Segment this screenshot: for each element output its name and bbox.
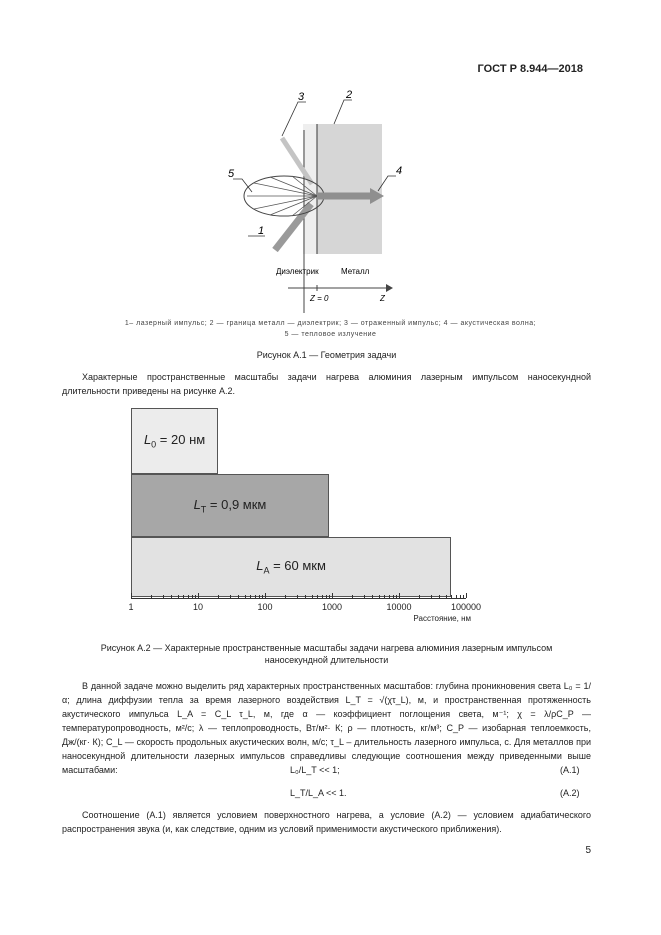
body-paragraph-1: В данной задаче можно выделить ряд характерных пространственных масштабов: глубина проникновения света L₀ = 1/α; длина диффузии тепла за время лазерного воздействия L_T = √(χτ_L), м, и пространственная протяженность акустического импульса L_A = C_L τ_L, м, где α — коэффициент поглощения света, м⁻¹; χ = λ/ρC_P — температуропроводность, м²/с; λ — теплопроводность, Вт/м²· К; ρ — плотность, кг/м³; C_P — изобарная теплоемкость, Дж/(кг· К); C_L — скорость продольных акустических волн, м/с; τ_L – длительность лазерного импульса, с. Для металлов при наносекундной длительности лазерных импульсов справедливы следующие соотношения между приведенными выше масштабами:	[62, 681, 591, 775]
chart-major-tick	[399, 593, 400, 598]
chart-minor-tick	[451, 595, 452, 598]
chart-minor-tick	[364, 595, 365, 598]
equation-1: L₀/L_T << 1;	[290, 765, 340, 775]
figure1-legend-line2: 5 — тепловое излучение	[284, 331, 377, 338]
callout-1: 1	[258, 225, 265, 237]
chart-minor-tick	[262, 595, 263, 598]
chart-minor-tick	[446, 595, 447, 598]
chart-minor-tick	[259, 595, 260, 598]
callout-3: 3	[298, 91, 305, 103]
chart-major-tick	[198, 593, 199, 598]
page-number: 5	[585, 845, 591, 856]
equation-2-number: (А.2)	[560, 788, 580, 798]
chart-minor-tick	[195, 595, 196, 598]
callout-5: 5	[228, 168, 235, 180]
chart-bar-t	[131, 474, 329, 537]
chart-minor-tick	[163, 595, 164, 598]
chart-minor-tick	[297, 595, 298, 598]
chart-bar-label: $L_A = 60$ мкм	[256, 558, 326, 576]
chart-minor-tick	[372, 595, 373, 598]
chart-major-tick	[332, 593, 333, 598]
figure2-caption-line1: Рисунок А.2 — Характерные пространственные масштабы задачи нагрева алюминия лазерным импульсом	[100, 643, 553, 653]
z0-label: Z = 0	[310, 294, 329, 303]
chart-minor-tick	[183, 595, 184, 598]
chart-minor-tick	[238, 595, 239, 598]
chart-minor-tick	[245, 595, 246, 598]
chart-x-label: Расстояние, нм	[413, 614, 471, 623]
chart-minor-tick	[326, 595, 327, 598]
chart-x-axis	[131, 598, 466, 599]
chart-minor-tick	[312, 595, 313, 598]
chart-minor-tick	[188, 595, 189, 598]
callout-4: 4	[396, 165, 403, 177]
chart-major-tick	[131, 593, 132, 598]
chart-minor-tick	[463, 595, 464, 598]
chart-minor-tick	[456, 595, 457, 598]
metal-region	[317, 124, 382, 254]
chart-minor-tick	[396, 595, 397, 598]
callout-2: 2	[346, 89, 353, 101]
geometry-figure	[200, 88, 460, 318]
chart-minor-tick	[379, 595, 380, 598]
chart-minor-tick	[218, 595, 219, 598]
chart-minor-tick	[431, 595, 432, 598]
chart-minor-tick	[171, 595, 172, 598]
chart-bar-a	[131, 537, 451, 597]
chart-tick-label: 10	[192, 602, 204, 612]
chart-minor-tick	[151, 595, 152, 598]
chart-minor-tick	[255, 595, 256, 598]
chart-minor-tick	[389, 595, 390, 598]
chart-major-tick	[466, 593, 467, 598]
chart-minor-tick	[250, 595, 251, 598]
equation-2: L_T/L_A << 1.	[290, 788, 347, 798]
chart-bar-label: $L_T = 0,9$ мкм	[193, 496, 267, 515]
chart-minor-tick	[285, 595, 286, 598]
dielectric-label: Диэлектрик	[276, 267, 319, 276]
chart-bar-label: $L_0 = 20$ нм	[143, 432, 206, 450]
chart-tick-label: 100000	[450, 602, 482, 612]
chart-minor-tick	[322, 595, 323, 598]
chart-minor-tick	[419, 595, 420, 598]
chart-tick-label: 1000	[321, 602, 343, 612]
chart-minor-tick	[384, 595, 385, 598]
chart-major-tick	[265, 593, 266, 598]
chart-tick-label: 100	[257, 602, 273, 612]
chart-minor-tick	[317, 595, 318, 598]
dielectric-region	[303, 124, 317, 254]
figure1-caption: Рисунок А.1 — Геометрия задачи	[256, 350, 397, 360]
chart-tick-label: 1	[128, 602, 134, 612]
scales-chart	[128, 408, 482, 633]
z-axis-arrowhead	[386, 284, 393, 292]
chart-minor-tick	[439, 595, 440, 598]
figure1-legend-line1: 1– лазерный импульс; 2 — граница металл — диэлектрик; 3 — отраженный импульс; 4 — акустическая волна;	[124, 320, 537, 327]
intro-paragraph: Характерные пространственные масштабы задачи нагрева алюминия лазерным импульсом наносекундной длительности приведены на рисунке А.2.	[62, 372, 591, 396]
chart-tick-label: 10000	[386, 602, 412, 612]
chart-minor-tick	[192, 595, 193, 598]
chart-minor-tick	[460, 595, 461, 598]
equation-1-number: (А.1)	[560, 765, 580, 775]
figure2-caption-line2: наносекундной длительности	[264, 655, 389, 665]
chart-minor-tick	[305, 595, 306, 598]
chart-minor-tick	[230, 595, 231, 598]
chart-minor-tick	[393, 595, 394, 598]
chart-minor-tick	[352, 595, 353, 598]
metal-label: Металл	[341, 267, 370, 276]
chart-bar-0	[131, 408, 218, 474]
chart-minor-tick	[178, 595, 179, 598]
z-axis-label: Z	[380, 294, 385, 303]
document-header: ГОСТ Р 8.944—2018	[477, 63, 583, 75]
chart-minor-tick	[329, 595, 330, 598]
body-paragraph-2: Соотношение (А.1) является условием поверхностного нагрева, а условие (А.2) — условием адиабатического распространения звука (и, как следствие, одним из условий применимости акустического приближения).	[62, 810, 591, 834]
